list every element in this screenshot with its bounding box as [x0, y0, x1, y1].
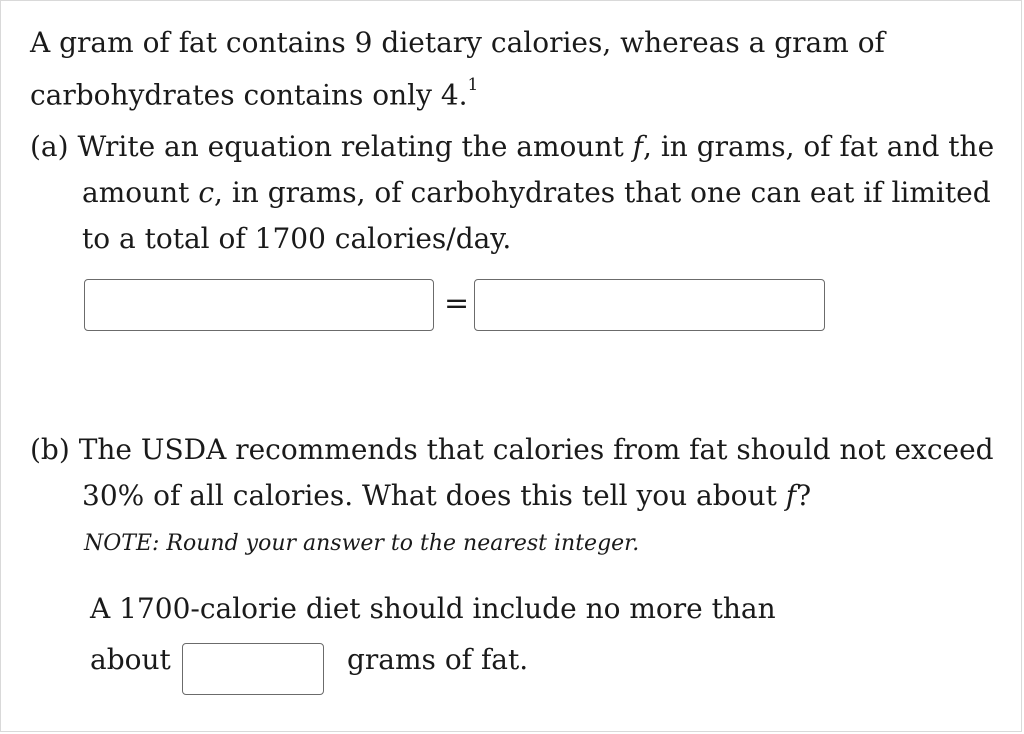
answer-line-1 — [90, 592, 776, 626]
rounding-note: NOTE: Round your answer to the nearest integer. — [84, 531, 640, 556]
answer-prefix — [90, 643, 171, 677]
part-a-line-2 — [82, 176, 991, 210]
part-a-text-3: to a total of 1700 calories/day. — [82, 222, 512, 255]
equals-sign: = — [444, 286, 470, 321]
answer-suffix — [347, 643, 528, 677]
intro-line-1 — [30, 26, 885, 60]
equation-left-input[interactable] — [84, 279, 434, 331]
var-f: f — [632, 130, 644, 163]
fat-grams-input[interactable] — [182, 643, 324, 695]
var-c: c — [198, 176, 215, 209]
part-b-line-1 — [30, 433, 994, 467]
part-a-text-1a: Write an equation relating the amount — [77, 130, 633, 163]
part-b-label: (b) — [30, 433, 70, 466]
answer-text-1: A 1700-calorie diet should include no more than — [90, 592, 776, 625]
intro-text-1: A gram of fat contains 9 dietary calories, whereas a gram of — [30, 26, 885, 59]
equation-right-input[interactable] — [474, 279, 825, 331]
part-b-line-2 — [82, 479, 811, 513]
intro-line-2 — [30, 72, 478, 112]
part-a-text-1b: , in grams, of fat and the — [643, 130, 995, 163]
var-f-2: f — [785, 479, 797, 512]
part-a-line-1 — [30, 130, 994, 164]
answer-text-grams: grams of fat. — [347, 643, 529, 676]
part-a-label: (a) — [30, 130, 69, 163]
part-a-text-2a: amount — [82, 176, 199, 209]
footnote-ref: 1 — [467, 75, 479, 95]
part-b-text-1: The USDA recommends that calories from fat should not exceed — [78, 433, 994, 466]
answer-text-about: about — [90, 643, 171, 676]
part-b-text-2b: ? — [796, 479, 812, 512]
intro-text-2: carbohydrates contains only 4. — [30, 78, 468, 112]
part-b-text-2a: 30% of all calories. What does this tell you about — [82, 479, 786, 512]
part-a-line-3 — [82, 222, 511, 256]
part-a-text-2b: , in grams, of carbohydrates that one can eat if limited — [214, 176, 991, 209]
